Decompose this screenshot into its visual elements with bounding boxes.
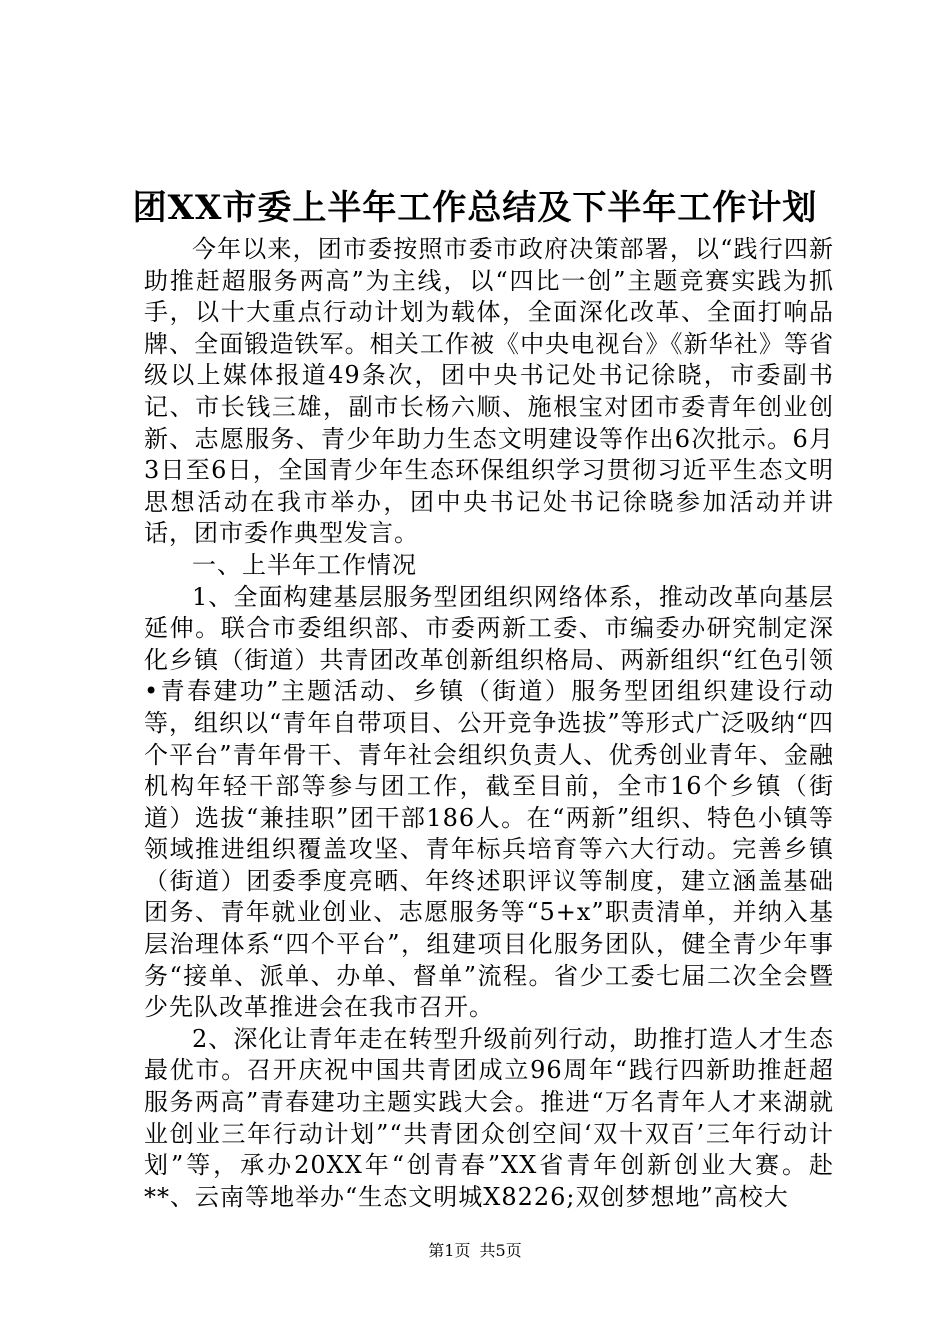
paragraph-intro: 今年以来，团市委按照市委市政府决策部署，以“践行四新助推赶超服务两高”为主线，以“四比一创”主题竞赛实践为抓手，以十大重点行动计划为载体，全面深化改革、全面打响品牌、全面锻造铁军。相关工作被《中央电视台》《新华社》等省级以上媒体报道49条次，团中央书记处书记徐晓，市委副书记、市长钱三雄，副市长杨六顺、施根宝对团市委青年创业创新、志愿服务、青少年助力生态文明建设等作出6次批示。6月3日至6日，全国青少年生态环保组织学习贯彻习近平生态文明思想活动在我市举办，团中央书记处书记徐晓参加活动并讲话，团市委作典型发言。 — [144, 235, 834, 548]
page-title: 团XX市委上半年工作总结及下半年工作计划 — [132, 188, 818, 228]
paragraph-item-2: 2、深化让青年走在转型升级前列行动，助推打造人才生态最优市。召开庆祝中国共青团成立96周年“践行四新助推赶超服务两高”青春建功主题实践大会。推进“万名青年人才来湖就业创业三年行动计划”“共青团众创空间‘双十双百’三年行动计划”等，承办20XX年“创青春”XX省青年创新创业大赛。赴**、云南等地举办“生态文明城X8226;双创梦想地”高校大 — [144, 1024, 834, 1211]
page-footer — [0, 1239, 950, 1263]
page-number: 第1页 — [428, 1241, 471, 1260]
paragraph-item-1: 1、全面构建基层服务型团组织网络体系，推动改革向基层延伸。联合市委组织部、市委两新工委、市编委办研究制定深化乡镇（街道）共青团改革创新组织格局、两新组织“红色引领•青春建功”主题活动、乡镇（街道）服务型团组织建设行动等，组织以“青年自带项目、公开竞争选拔”等形式广泛吸纳“四个平台”青年骨干、青年社会组织负责人、优秀创业青年、金融机构年轻干部等参与团工作，截至目前，全市16个乡镇（街道）选拔“兼挂职”团干部186人。在“两新”组织、特色小镇等领域推进组织覆盖攻坚、青年标兵培育等六大行动。完善乡镇（街道）团委季度亮晒、年终述职评议等制度，建立涵盖基础团务、青年就业创业、志愿服务等“5+x”职责清单，并纳入基层治理体系“四个平台”，组建项目化服务团队，健全青少年事务“接单、派单、办单、督单”流程。省少工委七届二次全会暨少先队改革推进会在我市召开。 — [144, 582, 834, 1022]
document-body — [144, 234, 834, 1213]
page-total: 共5页 — [479, 1241, 522, 1260]
section-heading: 一、上半年工作情况 — [192, 550, 417, 579]
